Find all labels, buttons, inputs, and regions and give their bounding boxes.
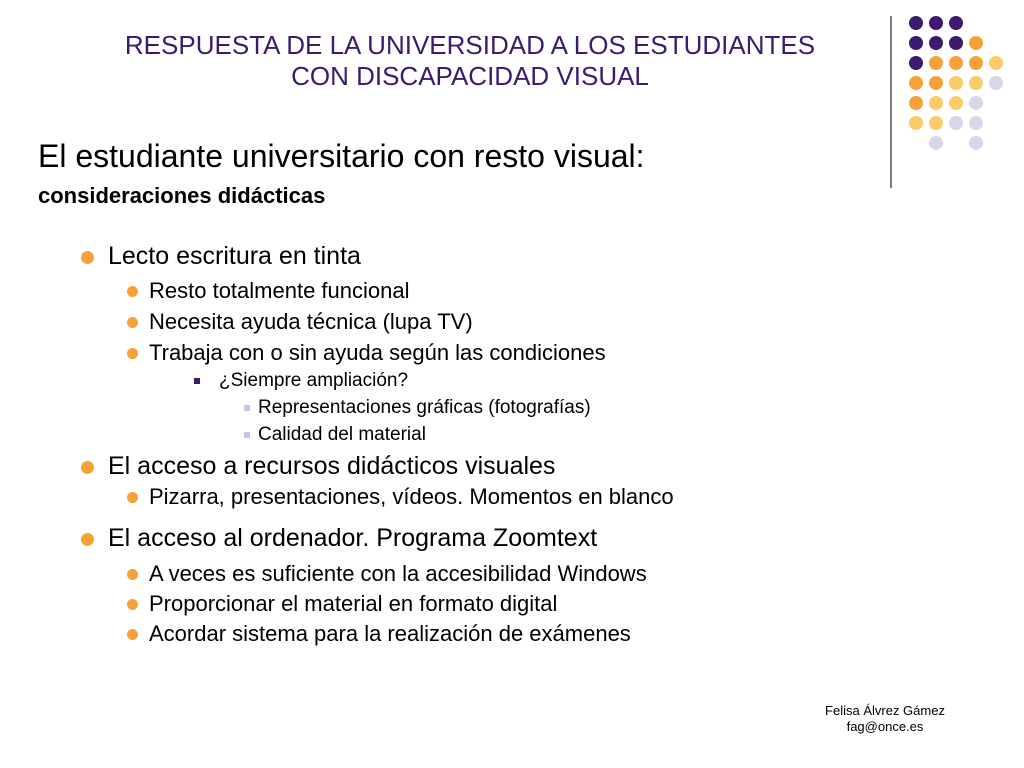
bullet-marker-icon xyxy=(127,629,138,640)
vertical-divider xyxy=(890,16,892,188)
decorative-dot xyxy=(909,56,923,70)
decorative-dot xyxy=(949,76,963,90)
decorative-dot xyxy=(929,76,943,90)
decorative-dot xyxy=(949,96,963,110)
bullet-text: A veces es suficiente con la accesibilidad Windows xyxy=(149,561,647,586)
footer-author: Felisa Álvrez Gámez xyxy=(825,703,945,718)
section-heading: El estudiante universitario con resto visual: xyxy=(38,138,645,174)
bullet-text: Calidad del material xyxy=(258,424,426,445)
decorative-dot-grid xyxy=(909,16,1009,166)
bullet-marker-icon xyxy=(127,492,138,503)
decorative-dot xyxy=(969,96,983,110)
decorative-dot xyxy=(969,36,983,50)
decorative-dot xyxy=(929,36,943,50)
decorative-dot xyxy=(969,136,983,150)
decorative-dot xyxy=(989,56,1003,70)
bullet-item-level-2 xyxy=(149,277,410,304)
slide-title-line-1: RESPUESTA DE LA UNIVERSIDAD A LOS ESTUDIANTES xyxy=(124,30,816,60)
slide-title xyxy=(60,30,880,92)
bullet-item-level-1 xyxy=(108,523,597,553)
bullet-text: Pizarra, presentaciones, vídeos. Momentos en blanco xyxy=(149,484,674,509)
bullet-marker-icon xyxy=(127,599,138,610)
section-subheading: consideraciones didácticas xyxy=(38,183,326,208)
bullet-text: Resto totalmente funcional xyxy=(149,278,410,303)
bullet-text: Trabaja con o sin ayuda según las condiciones xyxy=(149,340,606,365)
decorative-dot xyxy=(989,76,1003,90)
bullet-item-level-2 xyxy=(149,308,473,335)
bullet-item-level-1 xyxy=(108,241,361,271)
decorative-dot xyxy=(909,116,923,130)
decorative-dot xyxy=(929,56,943,70)
bullet-item-level-2 xyxy=(149,483,674,510)
bullet-item-level-3 xyxy=(219,369,408,392)
bullet-marker-icon xyxy=(244,432,250,438)
bullet-text: Representaciones gráficas (fotografías) xyxy=(258,397,591,418)
bullet-text: El acceso al ordenador. Programa Zoomtext xyxy=(108,524,598,552)
bullet-item-level-2 xyxy=(149,590,557,617)
bullet-marker-icon xyxy=(127,286,138,297)
bullet-marker-icon xyxy=(127,317,138,328)
footer-credit xyxy=(760,703,1010,735)
footer-email: fag@once.es xyxy=(846,719,924,734)
slide-title-line-2: CON DISCAPACIDAD VISUAL xyxy=(291,61,649,91)
decorative-dot xyxy=(909,36,923,50)
bullet-text: Acordar sistema para la realización de exámenes xyxy=(149,621,631,646)
decorative-dot xyxy=(949,116,963,130)
decorative-dot xyxy=(949,16,963,30)
decorative-dot xyxy=(969,76,983,90)
bullet-item-level-2 xyxy=(149,620,631,647)
bullet-item-level-4 xyxy=(258,396,591,419)
bullet-marker-icon xyxy=(81,461,94,474)
bullet-item-level-4 xyxy=(258,423,426,446)
bullet-item-level-2 xyxy=(149,560,647,587)
decorative-dot xyxy=(909,16,923,30)
decorative-dot xyxy=(969,116,983,130)
bullet-text: ¿Siempre ampliación? xyxy=(219,370,409,391)
decorative-dot xyxy=(949,56,963,70)
bullet-marker-icon xyxy=(244,405,250,411)
decorative-dot xyxy=(949,36,963,50)
bullet-marker-icon xyxy=(194,378,200,384)
bullet-marker-icon xyxy=(127,569,138,580)
decorative-dot xyxy=(909,76,923,90)
decorative-dot xyxy=(929,116,943,130)
decorative-dot xyxy=(909,96,923,110)
decorative-dot xyxy=(929,16,943,30)
bullet-text: El acceso a recursos didácticos visuales xyxy=(108,452,556,480)
decorative-dot xyxy=(929,96,943,110)
bullet-item-level-1 xyxy=(108,451,555,481)
decorative-dot xyxy=(969,56,983,70)
decorative-dot xyxy=(929,136,943,150)
bullet-marker-icon xyxy=(81,251,94,264)
bullet-item-level-2 xyxy=(149,339,606,366)
bullet-marker-icon xyxy=(81,533,94,546)
bullet-text: Necesita ayuda técnica (lupa TV) xyxy=(149,309,473,334)
bullet-text: Proporcionar el material en formato digital xyxy=(149,591,558,616)
bullet-text: Lecto escritura en tinta xyxy=(108,242,361,270)
bullet-marker-icon xyxy=(127,348,138,359)
